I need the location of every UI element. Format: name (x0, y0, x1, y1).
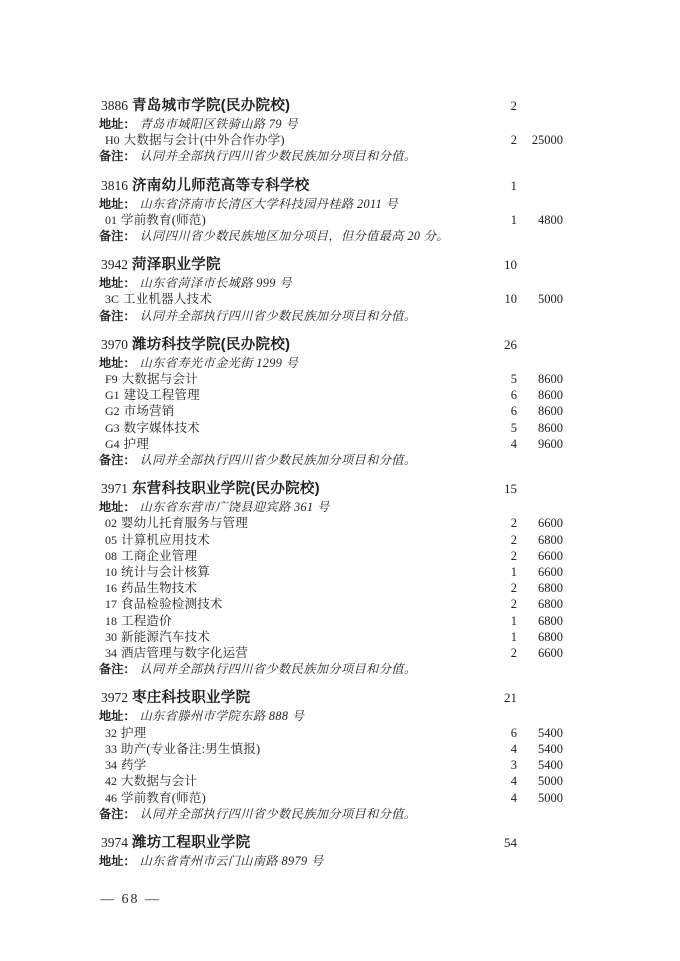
major-code: 33 (105, 741, 117, 756)
school-header-row (99, 833, 563, 853)
address-label: 地址： (99, 276, 136, 291)
major-plan-count: 2 (510, 516, 517, 531)
major-row (99, 403, 563, 419)
school-block (99, 96, 563, 165)
major-plan-count: 4 (510, 436, 517, 451)
major-name: 药学 (121, 758, 147, 773)
school-plan-total: 15 (504, 481, 517, 497)
major-code: 32 (105, 725, 117, 740)
major-row (99, 790, 563, 806)
major-row (99, 515, 563, 531)
major-plan-count: 4 (510, 790, 517, 805)
major-row (99, 132, 563, 148)
address-label: 地址： (99, 196, 136, 211)
school-header-fee-spacer (517, 479, 563, 499)
major-name: 工业机器人技术 (123, 292, 212, 307)
school-block (99, 833, 563, 869)
major-code: 08 (105, 548, 117, 563)
school-header-row (99, 479, 563, 499)
note-label: 备注： (99, 308, 136, 323)
school-code: 3972 (101, 690, 128, 706)
major-fee: 6600 (538, 646, 563, 661)
major-plan-count: 2 (510, 532, 517, 547)
major-row (99, 757, 563, 773)
major-row (99, 741, 563, 757)
school-address: 青岛市城阳区铁骑山路 79 号 (139, 117, 298, 131)
school-address-row (99, 853, 563, 869)
major-fee: 4800 (538, 212, 563, 227)
major-row (99, 548, 563, 564)
major-plan-count: 1 (510, 565, 517, 580)
major-fee: 5000 (538, 292, 563, 307)
major-list (99, 725, 563, 806)
school-list (99, 96, 563, 880)
major-fee: 9600 (538, 436, 563, 451)
school-note: 认同并全部执行四川省少数民族加分项目和分值。 (139, 308, 417, 323)
major-row (99, 387, 563, 403)
major-code: 34 (105, 758, 117, 773)
school-code: 3974 (101, 834, 128, 850)
major-fee: 5400 (538, 758, 563, 773)
major-row (99, 420, 563, 436)
school-name: 青岛城市学院(民办院校) (132, 98, 291, 114)
school-name: 潍坊科技学院(民办院校) (132, 336, 291, 353)
school-note-row (99, 148, 563, 164)
note-label: 备注： (99, 662, 136, 677)
school-header-fee-spacer (517, 688, 563, 708)
major-fee: 6600 (538, 565, 563, 580)
major-name: 计算机应用技术 (121, 532, 210, 547)
major-fee: 5000 (538, 790, 563, 805)
page-number (100, 892, 161, 908)
major-code: 02 (105, 516, 117, 531)
school-note-row (99, 661, 563, 677)
major-plan-count: 2 (510, 597, 517, 612)
school-address: 山东省菏泽市长城路 999 号 (139, 276, 292, 291)
major-row (99, 564, 563, 580)
school-header-row (99, 176, 563, 196)
major-list (99, 515, 563, 661)
major-plan-count: 2 (510, 581, 517, 596)
major-code: G3 (105, 420, 120, 435)
major-name: 助产(专业备注:男生慎报) (121, 741, 261, 756)
major-row (99, 725, 563, 741)
address-label: 地址： (99, 355, 136, 370)
major-fee: 25000 (531, 133, 563, 148)
school-header-fee-spacer (517, 176, 563, 196)
school-note: 认同并全部执行四川省少数民族加分项目和分值。 (139, 453, 417, 468)
school-name: 枣庄科技职业学院 (132, 690, 251, 707)
school-note: 认同并全部执行四川省少数民族加分项目和分值。 (139, 149, 417, 164)
major-name: 酒店管理与数字化运营 (121, 646, 249, 661)
page-number-text: — 68 — (100, 892, 161, 907)
school-block (99, 176, 563, 245)
major-name: 护理 (123, 436, 150, 451)
major-fee: 8600 (538, 420, 563, 435)
major-code: 17 (105, 597, 117, 612)
school-note-row (99, 806, 563, 822)
school-note-row (99, 452, 563, 468)
address-label: 地址： (99, 500, 136, 515)
school-block (99, 255, 563, 324)
major-fee: 8600 (538, 404, 563, 419)
school-plan-total: 54 (504, 834, 517, 850)
major-row (99, 291, 563, 307)
school-header-fee-spacer (517, 255, 563, 275)
school-header-fee-spacer (517, 833, 563, 853)
major-fee: 6600 (538, 548, 563, 563)
school-name: 济南幼儿师范高等专科学校 (132, 177, 310, 194)
major-code: 3C (105, 292, 120, 307)
school-header-row (99, 96, 563, 116)
school-header-row (99, 255, 563, 275)
major-code: 30 (105, 629, 117, 644)
major-fee: 6800 (538, 532, 563, 547)
school-block (99, 688, 563, 821)
school-address: 山东省寿光市金光街 1299 号 (139, 355, 299, 370)
major-code: 10 (105, 565, 117, 580)
school-block (99, 479, 563, 677)
major-plan-count: 6 (510, 388, 517, 403)
major-name: 统计与会计核算 (121, 565, 210, 580)
note-label: 备注： (99, 229, 136, 244)
school-note-row (99, 308, 563, 324)
address-label: 地址： (99, 853, 136, 868)
school-header-fee-spacer (517, 96, 563, 116)
major-row (99, 436, 563, 452)
school-name: 潍坊工程职业学院 (132, 834, 251, 851)
school-address: 山东省济南市长清区大学科技园丹桂路 2011 号 (139, 196, 399, 211)
major-plan-count: 4 (510, 741, 517, 756)
note-label: 备注： (99, 149, 136, 164)
major-plan-count: 10 (504, 292, 517, 307)
major-name: 工程造价 (121, 613, 172, 628)
school-address: 山东省东营市广饶县迎宾路 361 号 (139, 500, 330, 515)
major-name: 建设工程管理 (123, 388, 200, 403)
school-plan-total: 10 (504, 257, 517, 273)
major-fee: 6800 (538, 581, 563, 596)
major-code: 34 (105, 646, 117, 661)
school-header-fee-spacer (517, 335, 563, 355)
major-row (99, 645, 563, 661)
major-name: 婴幼儿托育服务与管理 (121, 516, 249, 531)
school-header-row (99, 335, 563, 355)
major-fee: 6800 (538, 597, 563, 612)
school-address: 山东省青州市云门山南路 8979 号 (139, 853, 324, 868)
school-code: 3942 (101, 257, 128, 273)
major-plan-count: 5 (510, 372, 517, 387)
major-name: 市场营销 (123, 404, 175, 419)
major-plan-count: 1 (510, 629, 517, 644)
address-label: 地址： (99, 117, 136, 131)
major-code: 18 (105, 613, 117, 628)
major-name: 护理 (121, 725, 147, 740)
school-code: 3886 (101, 98, 128, 113)
major-list (99, 212, 563, 228)
school-note: 认同并全部执行四川省少数民族加分项目和分值。 (139, 662, 417, 677)
major-name: 药品生物技术 (121, 581, 198, 596)
major-plan-count: 6 (510, 404, 517, 419)
major-code: H0 (105, 133, 120, 148)
major-fee: 6800 (538, 613, 563, 628)
school-plan-total: 2 (510, 98, 517, 113)
school-code: 3970 (101, 336, 128, 352)
major-row (99, 580, 563, 596)
major-plan-count: 2 (510, 548, 517, 563)
major-row (99, 629, 563, 645)
school-note: 认同并全部执行四川省少数民族加分项目和分值。 (139, 806, 417, 821)
major-plan-count: 1 (510, 613, 517, 628)
school-code: 3971 (101, 481, 128, 497)
school-header-row (99, 688, 563, 708)
major-fee: 8600 (538, 372, 563, 387)
school-note-row (99, 228, 563, 244)
major-row (99, 596, 563, 612)
major-list (99, 291, 563, 307)
major-name: 大数据与会计(中外合作办学) (123, 133, 285, 148)
school-address: 山东省滕州市学院东路 888 号 (139, 709, 305, 724)
major-name: 数字媒体技术 (123, 420, 200, 435)
school-plan-total: 1 (510, 177, 517, 193)
major-row (99, 532, 563, 548)
major-code: 05 (105, 532, 117, 547)
major-name: 新能源汽车技术 (121, 629, 210, 644)
major-row (99, 371, 563, 387)
school-address-row (99, 275, 563, 291)
major-plan-count: 1 (510, 212, 517, 227)
major-name: 学前教育(师范) (121, 212, 206, 227)
major-plan-count: 3 (510, 758, 517, 773)
major-fee: 8600 (538, 388, 563, 403)
school-address-row (99, 196, 563, 212)
major-code: 42 (105, 774, 117, 789)
major-code: G2 (105, 404, 120, 419)
major-code: G1 (105, 388, 120, 403)
school-address-row (99, 499, 563, 515)
major-name: 学前教育(师范) (121, 790, 206, 805)
major-fee: 6800 (538, 629, 563, 644)
major-plan-count: 2 (510, 646, 517, 661)
major-code: 16 (105, 581, 117, 596)
major-row (99, 613, 563, 629)
major-plan-count: 2 (510, 133, 517, 148)
address-label: 地址： (99, 709, 136, 724)
major-name: 大数据与会计 (121, 372, 198, 387)
major-list (99, 132, 563, 148)
school-plan-total: 26 (504, 336, 517, 352)
school-address-row (99, 116, 563, 132)
major-name: 食品检验检测技术 (121, 597, 223, 612)
note-label: 备注： (99, 806, 136, 821)
major-name: 工商企业管理 (121, 548, 198, 563)
school-plan-total: 21 (504, 690, 517, 706)
school-note: 认同四川省少数民族地区加分项目，但分值最高 20 分。 (139, 229, 449, 244)
major-name: 大数据与会计 (121, 774, 198, 789)
school-address-row (99, 708, 563, 724)
major-fee: 5400 (538, 741, 563, 756)
major-fee: 5400 (538, 725, 563, 740)
major-plan-count: 6 (510, 725, 517, 740)
school-block (99, 335, 563, 468)
major-code: G4 (105, 436, 120, 451)
major-row (99, 212, 563, 228)
note-label: 备注： (99, 453, 136, 468)
major-fee: 5000 (538, 774, 563, 789)
major-code: F9 (105, 372, 118, 387)
school-address-row (99, 355, 563, 371)
major-list (99, 371, 563, 452)
school-code: 3816 (101, 177, 128, 193)
major-code: 46 (105, 790, 117, 805)
major-code: 01 (105, 212, 117, 227)
major-plan-count: 4 (510, 774, 517, 789)
school-name: 菏泽职业学院 (132, 257, 221, 274)
major-plan-count: 5 (510, 420, 517, 435)
major-fee: 6600 (538, 516, 563, 531)
major-row (99, 773, 563, 789)
school-name: 东营科技职业学院(民办院校) (132, 481, 320, 498)
